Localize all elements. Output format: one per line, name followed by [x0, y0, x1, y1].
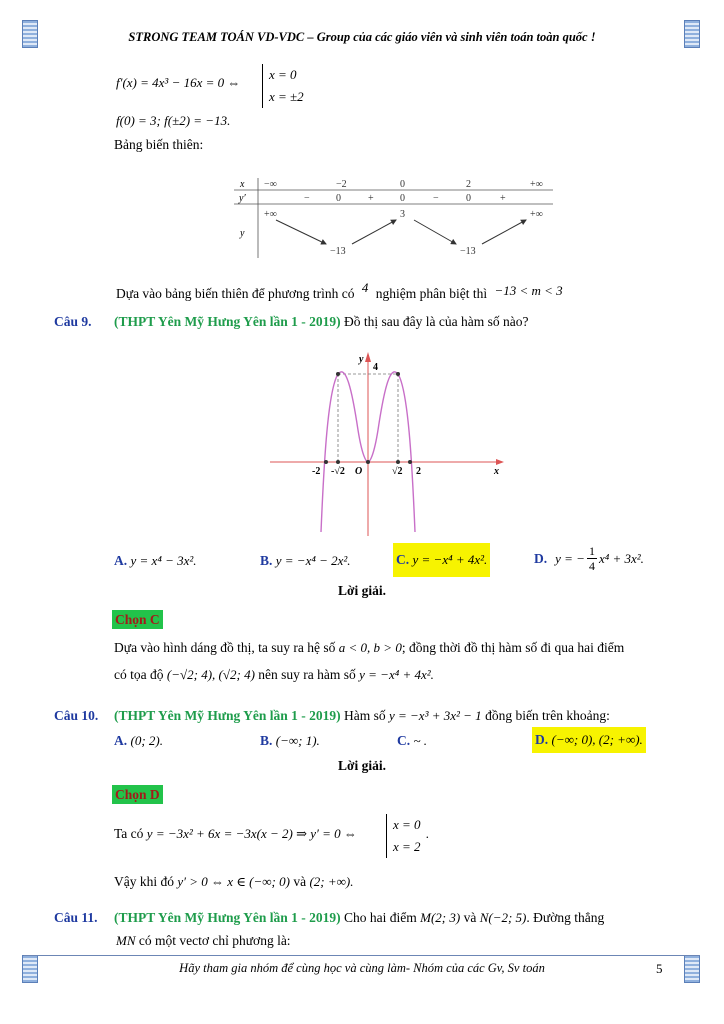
question-prompt: Đồ thị sau đây là của hàm số nào?: [343, 314, 529, 329]
case-1: x = 0: [393, 817, 421, 832]
bbt-x-value: 0: [400, 179, 405, 190]
graph-origin-label: O: [355, 466, 363, 477]
option-expression: ~ .: [413, 733, 428, 748]
question-11-text: [114, 910, 604, 926]
q9-option-c-correct[interactable]: [393, 543, 490, 577]
variation-table: [228, 174, 558, 260]
option-letter: B.: [260, 553, 273, 568]
question-10-label: Câu 10.: [54, 708, 99, 723]
graph-x-label: x: [494, 466, 499, 477]
bbt-yprime-label: y′: [239, 193, 246, 204]
bbt-sign: 0: [400, 193, 405, 204]
q10-solution-line-1: [114, 826, 357, 842]
bbt-y-value: +∞: [530, 209, 543, 220]
function-values: f(0) = 3; f(±2) = −13.: [116, 113, 231, 128]
option-letter: D.: [534, 550, 548, 566]
question-11-label: Câu 11.: [54, 910, 98, 925]
q9-answer-badge: [112, 611, 163, 629]
bbt-sign: +: [500, 193, 506, 204]
option-d-suffix: x⁴ + 3x².: [598, 550, 644, 566]
solution-text: Ta có: [114, 826, 144, 841]
conclusion-text: Dựa vào bảng biến thiên để phương trình có: [116, 286, 355, 301]
solution-text: ; đồng thời đồ thị hàm số đi qua hai điểm: [401, 640, 625, 655]
question-prompt: Hàm số: [343, 708, 386, 723]
question-source: (THPT Yên Mỹ Hưng Yên lần 1 - 2019): [114, 910, 341, 925]
q9-option-d[interactable]: [534, 544, 644, 573]
q9-option-b[interactable]: [260, 553, 351, 569]
q10-option-a[interactable]: [114, 733, 163, 749]
bbt-x-label: x: [240, 179, 245, 190]
bbt-y-value: −13: [330, 246, 346, 257]
solution-text: và: [293, 874, 307, 889]
option-letter: C.: [396, 552, 410, 567]
solution-math: y = −x⁴ + 4x².: [359, 667, 434, 682]
solution-math: a < 0, b > 0: [338, 640, 402, 655]
question-prompt: đồng biến trên khoảng:: [485, 708, 610, 723]
case-2: x = ±2: [269, 89, 304, 104]
solution-math: (−√2; 4), (√2; 4): [166, 667, 255, 682]
bbt-arrow-up: [352, 220, 396, 244]
page-footer: Hãy tham gia nhóm để cùng học và cùng làm- Nhóm của các Gv, Sv toán: [179, 961, 545, 975]
option-expression: y = −x⁴ + 4x².: [412, 552, 488, 567]
graph-x-tick: √2: [392, 466, 403, 477]
fraction: [587, 544, 597, 573]
option-letter: B.: [260, 733, 273, 748]
condition: −13 < m < 3: [494, 283, 563, 298]
option-letter: C.: [397, 733, 411, 748]
q9-solution-line-1: [114, 640, 624, 656]
question-source: (THPT Yên Mỹ Hưng Yên lần 1 - 2019): [114, 314, 341, 329]
point-m: M(2; 3): [420, 910, 461, 925]
bbt-arrow-down: [414, 220, 456, 244]
conclusion-text-2: nghiệm phân biệt thì: [375, 286, 488, 301]
solution-text: nên suy ra hàm số: [258, 667, 356, 682]
graph-peak-label: 4: [373, 362, 378, 373]
bbt-sign: +: [368, 193, 374, 204]
question-prompt: . Đường thẳng: [526, 910, 605, 925]
bbt-conclusion: [116, 280, 563, 302]
bbt-sign: −: [433, 193, 439, 204]
graph-x-tick: -√2: [331, 466, 345, 477]
case-2: x = 2: [393, 839, 421, 854]
graph-x-tick: 2: [416, 466, 421, 477]
bbt-label: Bảng biến thiên:: [114, 137, 204, 152]
solution-math: (2; +∞).: [309, 874, 354, 889]
bbt-y-value: +∞: [264, 209, 277, 220]
fraction-numerator: 1: [588, 544, 595, 558]
bbt-y-value: 3: [400, 209, 405, 220]
solution-text: Dựa vào hình dáng đồ thị, ta suy ra hệ số: [114, 640, 336, 655]
segment-mn: MN: [116, 933, 136, 948]
solution-text: có tọa độ: [114, 667, 164, 682]
fraction-denominator: 4: [588, 559, 595, 573]
q10-solution-line-2: [114, 874, 353, 890]
q10-option-b[interactable]: [260, 733, 320, 749]
option-letter: D.: [535, 732, 549, 747]
option-expression: (−∞; 1).: [275, 733, 320, 748]
question-10-text: [114, 708, 610, 724]
option-expression: y = −x⁴ − 2x².: [275, 553, 351, 568]
footer-rule: [24, 955, 700, 956]
question-9-text: [114, 314, 528, 330]
bbt-sign: −: [304, 193, 310, 204]
graph-y-label: y: [359, 354, 364, 365]
question-prompt: và: [463, 910, 477, 925]
option-expression: y = x⁴ − 3x².: [130, 553, 197, 568]
option-letter: A.: [114, 733, 128, 748]
question-prompt: có một vectơ chỉ phương là:: [138, 933, 291, 948]
q9-solution-line-2: [114, 667, 434, 683]
solution-math: y = −3x² + 6x = −3x(x − 2) ⇒ y′ = 0 ⇔: [146, 826, 357, 841]
option-expression: (0; 2).: [130, 733, 163, 748]
bbt-x-value: +∞: [530, 179, 543, 190]
question-prompt: Cho hai điểm: [343, 910, 417, 925]
q10-solution-cases: [386, 814, 421, 858]
q9-solution-title: Lời giải.: [338, 583, 386, 598]
question-source: (THPT Yên Mỹ Hưng Yên lần 1 - 2019): [114, 708, 341, 723]
bbt-x-value: −2: [336, 179, 347, 190]
solution-text: Vậy khi đó: [114, 874, 174, 889]
option-d-prefix: y = −: [555, 550, 585, 566]
q10-option-c[interactable]: [397, 733, 427, 749]
question-function: y = −x³ + 3x² − 1: [388, 708, 482, 723]
solution-math: y′ > 0 ⇔ x ∈ (−∞; 0): [177, 874, 290, 889]
graph-x-tick: -2: [312, 466, 321, 477]
function-graph: [266, 350, 506, 536]
bbt-sign: 0: [336, 193, 341, 204]
option-expression: (−∞; 0), (2; +∞).: [551, 732, 643, 747]
page-number: 5: [656, 961, 663, 976]
bbt-sign: 0: [466, 193, 471, 204]
derivative-cases: [262, 64, 304, 108]
period: .: [426, 826, 430, 841]
derivative-equation: f′(x) = 4x³ − 16x = 0 ⇔: [116, 75, 241, 90]
option-letter: A.: [114, 553, 128, 568]
bbt-arrow-down: [276, 220, 326, 244]
page-header: STRONG TEAM TOÁN VD-VDC – Group của các giáo viên và sinh viên toán toàn quốc !: [128, 30, 596, 44]
bbt-y-label: y: [240, 228, 245, 239]
question-9-label: Câu 9.: [54, 314, 92, 329]
q10-solution-title: Lời giải.: [338, 758, 386, 773]
bbt-y-value: −13: [460, 246, 476, 257]
answer-label: Chọn C: [112, 610, 163, 629]
root-count: 4: [361, 280, 369, 295]
q10-option-d-correct[interactable]: [532, 727, 646, 753]
question-11-line-2: [116, 933, 291, 949]
bbt-arrow-up: [482, 220, 526, 244]
bbt-x-value: −∞: [264, 179, 277, 190]
q9-option-a[interactable]: [114, 553, 197, 569]
bbt-x-value: 2: [466, 179, 471, 190]
answer-label: Chọn D: [112, 785, 163, 804]
case-1: x = 0: [269, 67, 297, 82]
point-n: N(−2; 5): [479, 910, 527, 925]
q10-answer-badge: [112, 786, 163, 804]
